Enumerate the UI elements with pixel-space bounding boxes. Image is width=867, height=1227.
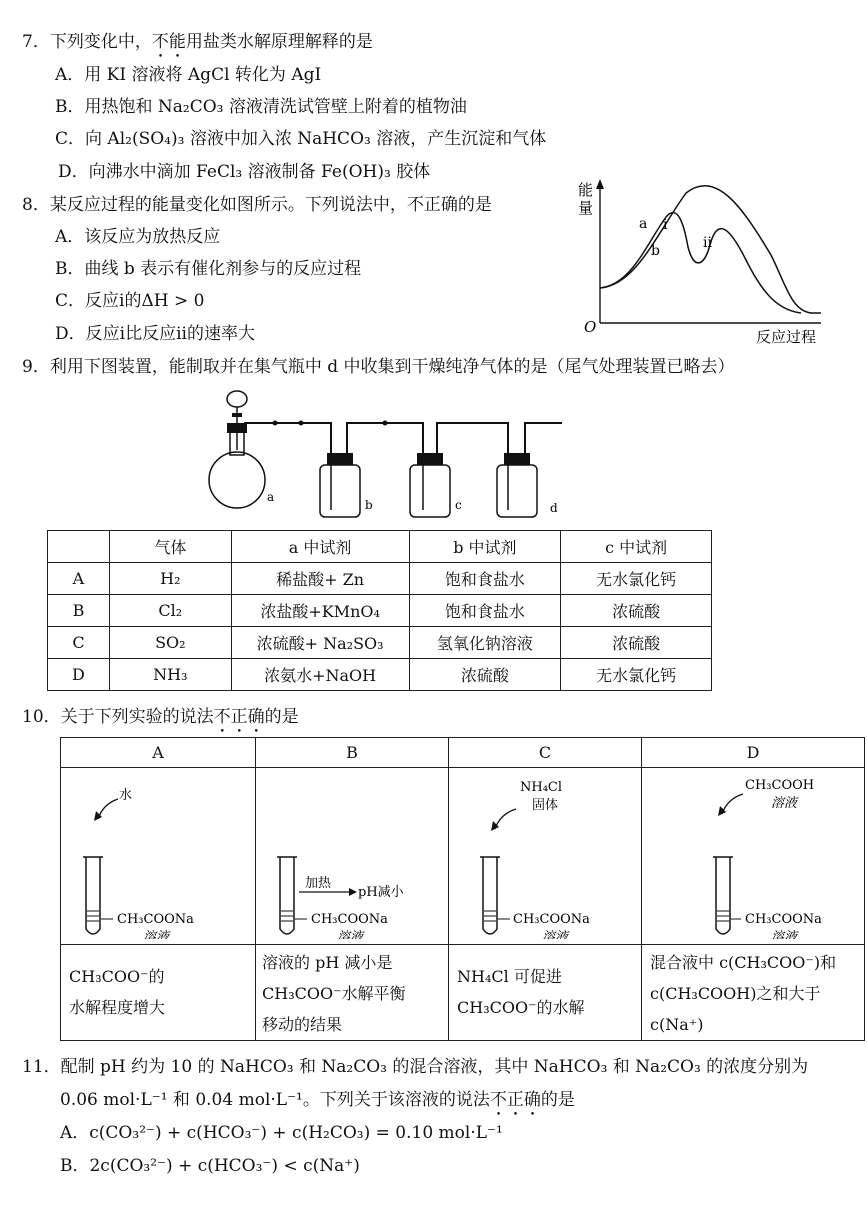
- tube: [83, 857, 103, 934]
- table-cell: NH₃: [109, 659, 231, 691]
- x-axis-label: 反应过程: [756, 328, 817, 346]
- label-heat: 加热: [305, 876, 332, 891]
- table-cell: 无水氯化钙: [561, 563, 712, 595]
- statement-line: c(CH₃COOH)之和大于: [650, 984, 821, 1003]
- label-water: 水: [119, 788, 133, 803]
- table-cell: 浓硫酸+ Na₂SO₃: [231, 627, 409, 659]
- q9-apparatus: [205, 385, 575, 525]
- table-cell: C: [48, 627, 110, 659]
- table-cell: B: [48, 595, 110, 627]
- q11-line2: [60, 1089, 575, 1120]
- q10-stem-pre: 10．关于下列实验的说法: [22, 707, 214, 727]
- bottle-b: [320, 465, 360, 517]
- bottle-c-stopper: [417, 453, 443, 465]
- q11-option-a: A．c(CO₃²⁻) + c(HCO₃⁻) + c(H₂CO₃) = 0.10 mol·L⁻¹: [60, 1123, 503, 1143]
- test-tube-c: [450, 769, 640, 939]
- test-tube-a: [63, 769, 253, 939]
- label-ch3cooh: CH₃COOH: [745, 778, 815, 793]
- label-b: b: [651, 243, 660, 259]
- flask-a: [209, 452, 265, 508]
- label-solution-1: CH₃COONa: [311, 912, 388, 927]
- statement-line: NH₄Cl 可促进: [457, 967, 562, 986]
- tube-2: [347, 423, 423, 455]
- q10-figure-row: [61, 768, 865, 945]
- tube: [713, 857, 733, 934]
- q10-figure-c: [449, 768, 642, 945]
- label-solution: 溶液: [771, 796, 798, 811]
- statement-b: [256, 945, 449, 1041]
- table-cell: 浓硫酸: [409, 659, 561, 691]
- tube-1: [245, 423, 331, 455]
- q7-stem: [22, 31, 373, 62]
- q10-table: [60, 737, 865, 1041]
- q8-energy-graph: [576, 175, 846, 350]
- table-cell: 饱和食盐水: [409, 595, 561, 627]
- header-cell: c 中试剂: [561, 531, 712, 563]
- table-cell: 浓氨水+NaOH: [231, 659, 409, 691]
- label-a: a: [639, 216, 648, 232]
- q8-stem: 8．某反应过程的能量变化如图所示。下列说法中，不正确的是: [22, 195, 492, 215]
- statement-line: 溶液的 pH 减小是: [262, 953, 393, 972]
- curve-b: [600, 213, 801, 313]
- q7-option-c: C．向 Al₂(SO₄)₃ 溶液中加入浓 NaHCO₃ 溶液，产生沉淀和气体: [55, 129, 547, 149]
- label-b: b: [365, 498, 373, 512]
- label-solid: 固体: [532, 798, 559, 813]
- statement-line: CH₃COO⁻的: [69, 967, 165, 986]
- header-cell: b 中试剂: [409, 531, 561, 563]
- table-row: [48, 659, 712, 691]
- label-ii: ii: [703, 235, 712, 251]
- q9-stem: 9．利用下图装置，能制取并在集气瓶中 d 中收集到干燥纯净气体的是（尾气处理装置已略去）: [22, 357, 735, 377]
- table-row: [48, 563, 712, 595]
- label-c: c: [455, 498, 462, 512]
- label-nh4cl: NH₄Cl: [520, 780, 563, 795]
- tube-3: [437, 423, 508, 455]
- arrow-right-icon: [349, 888, 357, 896]
- table-cell: SO₂: [109, 627, 231, 659]
- q10-figure-b: [256, 768, 449, 945]
- statement-d: [642, 945, 865, 1041]
- q10-figure-d: [642, 768, 865, 945]
- label-solution-2: 溶液: [337, 930, 364, 939]
- header-cell: A: [61, 738, 256, 768]
- q9-table: [47, 530, 712, 691]
- table-row: [48, 595, 712, 627]
- statement-line: CH₃COO⁻的水解: [457, 998, 585, 1017]
- q7-option-b: B．用热饱和 Na₂CO₃ 溶液清洗试管壁上附着的植物油: [55, 97, 467, 117]
- table-cell: H₂: [109, 563, 231, 595]
- label-d: d: [550, 501, 558, 515]
- y-axis-label-1: 能: [578, 181, 594, 199]
- origin-label: O: [584, 318, 597, 336]
- q11-option-b: B．2c(CO₃²⁻) + c(HCO₃⁻) < c(Na⁺): [60, 1156, 360, 1176]
- table-cell: 氢氧化钠溶液: [409, 627, 561, 659]
- bottle-d: [497, 465, 537, 517]
- q10-stem-post: 的是: [264, 707, 299, 727]
- q7-stem-emphasis: 不能: [151, 32, 186, 52]
- q7-option-a: A．用 KI 溶液将 AgCl 转化为 AgI: [55, 65, 322, 85]
- label-solution-2: 溶液: [542, 930, 569, 939]
- label-a: a: [267, 490, 275, 504]
- table-row: [48, 627, 712, 659]
- test-tube-d: [643, 769, 863, 939]
- q11-line2-emphasis: 不正确: [489, 1090, 541, 1110]
- dropping-funnel: [227, 391, 247, 407]
- label-solution-2: 溶液: [771, 930, 798, 939]
- header-cell: [48, 531, 110, 563]
- label-solution-2: 溶液: [143, 930, 170, 939]
- table-cell: Cl₂: [109, 595, 231, 627]
- q11-line1: 11．配制 pH 约为 10 的 NaHCO₃ 和 Na₂CO₃ 的混合溶液，其中 NaHCO₃ 和 Na₂CO₃ 的浓度分别为: [22, 1057, 809, 1077]
- table-cell: 饱和食盐水: [409, 563, 561, 595]
- header-cell: B: [256, 738, 449, 768]
- statement-line: CH₃COO⁻水解平衡: [262, 984, 406, 1003]
- q7-stem-pre: 7．下列变化中，: [22, 32, 152, 52]
- y-axis-arrow: [596, 179, 604, 189]
- q10-stem-emphasis: 不正确: [213, 707, 265, 727]
- statement-line: c(Na⁺): [650, 1015, 704, 1034]
- statement-line: 混合液中 c(CH₃COO⁻)和: [650, 953, 837, 972]
- table-cell: D: [48, 659, 110, 691]
- statement-line: 移动的结果: [262, 1015, 343, 1034]
- header-cell: C: [449, 738, 642, 768]
- q7-option-d: D．向沸水中滴加 FeCl₃ 溶液制备 Fe(OH)₃ 胶体: [58, 162, 431, 182]
- q10-stem: [22, 706, 299, 737]
- statement-line: 水解程度增大: [69, 998, 166, 1017]
- q9-table-header: [48, 531, 712, 563]
- label-solution-1: CH₃COONa: [745, 912, 822, 927]
- table-cell: A: [48, 563, 110, 595]
- tube-joint: [383, 421, 388, 426]
- table-cell: 稀盐酸+ Zn: [231, 563, 409, 595]
- table-cell: 浓硫酸: [561, 627, 712, 659]
- q8-option-d: D．反应i比反应ii的速率大: [55, 324, 255, 344]
- q10-statement-row: [61, 945, 865, 1041]
- bottle-c: [410, 465, 450, 517]
- q7-stem-post: 用盐类水解原理解释的是: [185, 32, 373, 52]
- q10-figure-a: [61, 768, 256, 945]
- q8-option-c: C．反应i的ΔH > 0: [55, 291, 205, 311]
- arrow-icon: [495, 809, 516, 829]
- header-cell: 气体: [109, 531, 231, 563]
- table-cell: 无水氯化钙: [561, 659, 712, 691]
- label-ph-decrease: pH减小: [358, 885, 404, 900]
- statement-c: [449, 945, 642, 1041]
- header-cell: a 中试剂: [231, 531, 409, 563]
- tube-joint: [299, 421, 304, 426]
- arrow-icon: [722, 794, 743, 814]
- q10-table-header: [61, 738, 865, 768]
- tube: [480, 857, 500, 934]
- tube: [277, 857, 297, 934]
- table-cell: 浓硫酸: [561, 595, 712, 627]
- table-cell: 浓盐酸+KMnO₄: [231, 595, 409, 627]
- header-cell: D: [642, 738, 865, 768]
- statement-a: [61, 945, 256, 1041]
- label-solution-1: CH₃COONa: [513, 912, 590, 927]
- tube-4: [525, 423, 562, 453]
- label-i: i: [663, 217, 668, 233]
- funnel-stopcock: [232, 413, 242, 417]
- tube-joint: [273, 421, 278, 426]
- test-tube-b: [257, 769, 447, 939]
- label-solution-1: CH₃COONa: [117, 912, 194, 927]
- y-axis-label-2: 量: [578, 199, 594, 217]
- q11-line2-post: 的是: [540, 1090, 575, 1110]
- q8-option-b: B．曲线 b 表示有催化剂参与的反应过程: [55, 259, 362, 279]
- q8-option-a: A．该反应为放热反应: [55, 227, 221, 247]
- q11-line2-pre: 0.06 mol·L⁻¹ 和 0.04 mol·L⁻¹。下列关于该溶液的说法: [60, 1090, 490, 1110]
